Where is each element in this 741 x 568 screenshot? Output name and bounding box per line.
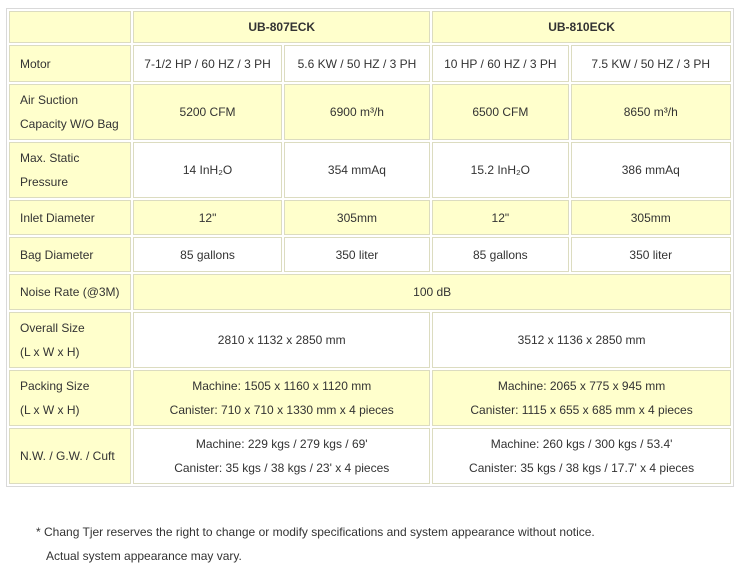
cell-value: 5200 CFM — [133, 84, 281, 140]
row-label-line: Air Suction — [20, 93, 79, 107]
cell-line: Machine: 229 kgs / 279 kgs / 69' — [195, 437, 368, 451]
row-label-static-pressure — [9, 142, 131, 198]
row-label-packing-size — [9, 370, 131, 426]
cell-value: 14 InH₂O — [133, 142, 281, 198]
table-row-noise-rate — [9, 274, 731, 310]
row-label-line: Pressure — [20, 175, 69, 189]
cell-value: 12" — [133, 200, 281, 235]
header-empty-cell — [9, 11, 131, 43]
cell-value: 5.6 KW / 50 HZ / 3 PH — [284, 45, 430, 82]
cell-value: 354 mmAq — [284, 142, 430, 198]
row-label-line: Packing Size — [20, 379, 90, 393]
table-row-bag-diameter — [9, 237, 731, 272]
table-row-static-pressure — [9, 142, 731, 198]
cell-value: 7.5 KW / 50 HZ / 3 PH — [571, 45, 731, 82]
table-row-packing-size — [9, 370, 731, 426]
cell-value: 100 dB — [133, 274, 731, 310]
cell-line: Canister: 35 kgs / 38 kgs / 17.7' x 4 pieces — [469, 461, 695, 475]
cell-value: 8650 m³/h — [571, 84, 731, 140]
cell-value: 305mm — [571, 200, 731, 235]
cell-value — [133, 370, 430, 426]
spec-table — [6, 8, 734, 487]
table-row-weight — [9, 428, 731, 484]
cell-value — [133, 428, 430, 484]
table-row-air-suction — [9, 84, 731, 140]
row-label-line: Capacity W/O Bag — [20, 117, 119, 131]
footnote-line: Actual system appearance may vary. — [46, 549, 242, 563]
row-label-motor: Motor — [9, 45, 131, 82]
cell-value: 85 gallons — [432, 237, 568, 272]
cell-value: 3512 x 1136 x 2850 mm — [432, 312, 731, 368]
cell-value: 350 liter — [284, 237, 430, 272]
cell-value: 386 mmAq — [571, 142, 731, 198]
row-label-line: (L x W x H) — [20, 403, 80, 417]
cell-value — [432, 370, 731, 426]
cell-value: 305mm — [284, 200, 430, 235]
model-header-ub807eck: UB-807ECK — [133, 11, 430, 43]
row-label-line: Max. Static — [20, 151, 80, 165]
footnote — [36, 520, 595, 568]
row-label-inlet-diameter: Inlet Diameter — [9, 200, 131, 235]
cell-line: Canister: 35 kgs / 38 kgs / 23' x 4 pieces — [174, 461, 390, 475]
table-row-motor — [9, 45, 731, 82]
row-label-line: (L x W x H) — [20, 345, 80, 359]
cell-value: 6900 m³/h — [284, 84, 430, 140]
cell-value: 12" — [432, 200, 568, 235]
header-row — [9, 11, 731, 43]
cell-value: 6500 CFM — [432, 84, 568, 140]
cell-value: 85 gallons — [133, 237, 281, 272]
row-label-weight: N.W. / G.W. / Cuft — [9, 428, 131, 484]
cell-line: Canister: 710 x 710 x 1330 mm x 4 pieces — [169, 403, 394, 417]
cell-value — [432, 428, 731, 484]
cell-value: 10 HP / 60 HZ / 3 PH — [432, 45, 568, 82]
cell-line: Machine: 2065 x 775 x 945 mm — [497, 379, 666, 393]
table-row-overall-size — [9, 312, 731, 368]
cell-value: 15.2 InH₂O — [432, 142, 568, 198]
cell-line: Canister: 1115 x 655 x 685 mm x 4 pieces — [470, 403, 693, 417]
row-label-air-suction — [9, 84, 131, 140]
row-label-line: Overall Size — [20, 321, 85, 335]
cell-line: Machine: 1505 x 1160 x 1120 mm — [192, 379, 372, 393]
table-row-inlet-diameter — [9, 200, 731, 235]
cell-value: 350 liter — [571, 237, 731, 272]
cell-line: Machine: 260 kgs / 300 kgs / 53.4' — [490, 437, 673, 451]
row-label-overall-size — [9, 312, 131, 368]
cell-value: 7-1/2 HP / 60 HZ / 3 PH — [133, 45, 281, 82]
model-header-ub810eck: UB-810ECK — [432, 11, 731, 43]
footnote-line: * Chang Tjer reserves the right to change or modify specifications and system appearance without notice. — [36, 525, 595, 539]
row-label-noise-rate: Noise Rate (@3M) — [9, 274, 131, 310]
cell-value: 2810 x 1132 x 2850 mm — [133, 312, 430, 368]
row-label-bag-diameter: Bag Diameter — [9, 237, 131, 272]
